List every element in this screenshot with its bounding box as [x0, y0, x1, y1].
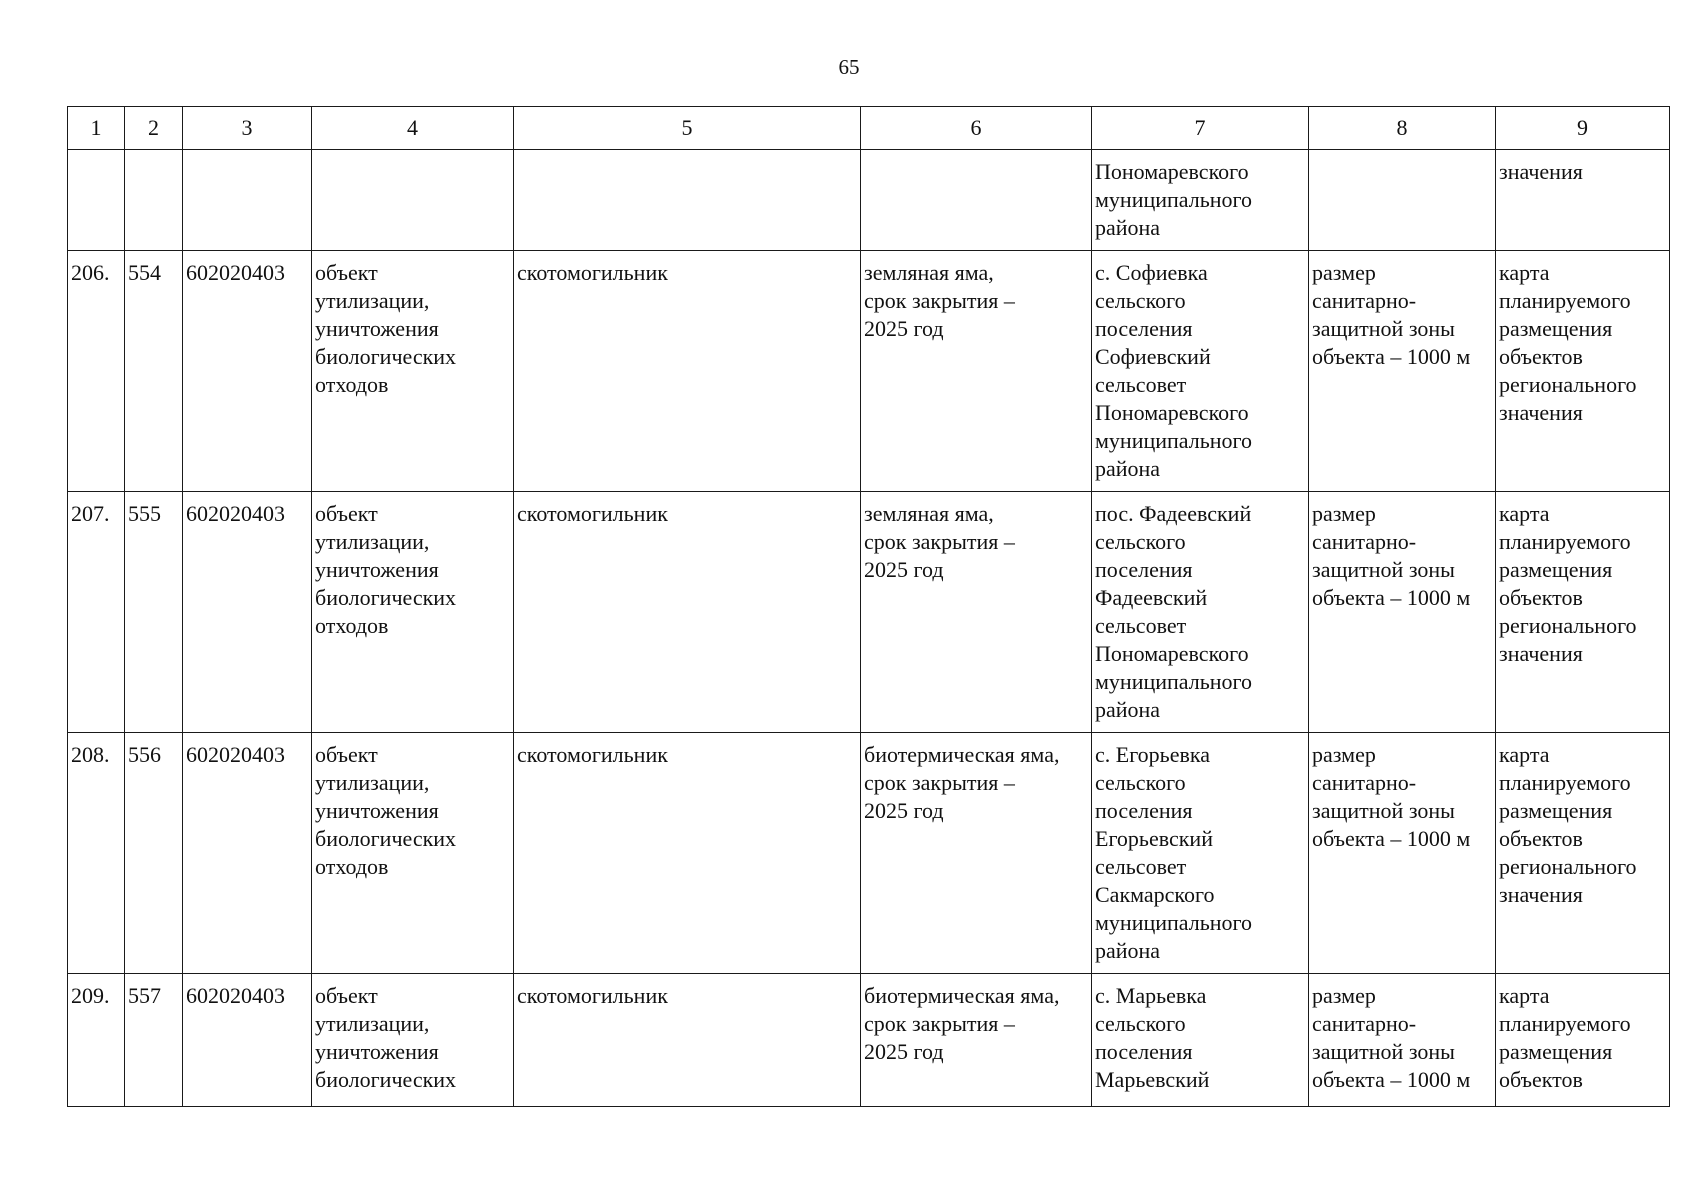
row-purpose: объект утилизации, уничтожения биологических отходов — [312, 733, 514, 974]
row-zone: размер санитарно- защитной зоны объекта – 1000 м — [1309, 974, 1496, 1107]
row-zone: размер санитарно- защитной зоны объекта – 1000 м — [1309, 251, 1496, 492]
row-id: 556 — [125, 733, 183, 974]
row-map: карта планируемого размещения объектов регионального значения — [1496, 492, 1670, 733]
row-code: 602020403 — [183, 492, 312, 733]
row-type: скотомогильник — [514, 492, 861, 733]
row-type: скотомогильник — [514, 733, 861, 974]
row-map: карта планируемого размещения объектов — [1496, 974, 1670, 1107]
table-cell: Пономаревского муниципального района — [1092, 150, 1309, 251]
row-id: 557 — [125, 974, 183, 1107]
page-number: 65 — [838, 55, 860, 79]
row-type: скотомогильник — [514, 974, 861, 1107]
row-map: карта планируемого размещения объектов регионального значения — [1496, 733, 1670, 974]
row-id: 554 — [125, 251, 183, 492]
table-row — [68, 974, 1670, 1107]
table-row — [68, 251, 1670, 492]
table-row-continuation — [68, 150, 1670, 251]
table-cell — [125, 150, 183, 251]
row-code: 602020403 — [183, 974, 312, 1107]
row-id: 555 — [125, 492, 183, 733]
table-row — [68, 492, 1670, 733]
table-cell — [183, 150, 312, 251]
row-number: 209. — [68, 974, 125, 1107]
table-cell — [861, 150, 1092, 251]
row-type: скотомогильник — [514, 251, 861, 492]
row-location: с. Марьевка сельского поселения Марьевский — [1092, 974, 1309, 1107]
table-cell — [514, 150, 861, 251]
row-number: 207. — [68, 492, 125, 733]
table-cell — [68, 150, 125, 251]
header-cell: 8 — [1309, 107, 1496, 150]
row-purpose: объект утилизации, уничтожения биологических отходов — [312, 492, 514, 733]
table-cell — [1309, 150, 1496, 251]
row-number: 208. — [68, 733, 125, 974]
table-row — [68, 733, 1670, 974]
row-description: земляная яма, срок закрытия – 2025 год — [861, 251, 1092, 492]
row-zone: размер санитарно- защитной зоны объекта – 1000 м — [1309, 492, 1496, 733]
header-cell: 6 — [861, 107, 1092, 150]
table-header-row — [68, 107, 1670, 150]
table-cell — [312, 150, 514, 251]
header-cell: 1 — [68, 107, 125, 150]
row-description: земляная яма, срок закрытия – 2025 год — [861, 492, 1092, 733]
row-location: пос. Фадеевский сельского поселения Фадеевский сельсовет Пономаревского муниципального района — [1092, 492, 1309, 733]
row-location: с. Софиевка сельского поселения Софиевский сельсовет Пономаревского муниципального района — [1092, 251, 1309, 492]
row-zone: размер санитарно- защитной зоны объекта – 1000 м — [1309, 733, 1496, 974]
row-purpose: объект утилизации, уничтожения биологических — [312, 974, 514, 1107]
row-code: 602020403 — [183, 251, 312, 492]
header-cell: 7 — [1092, 107, 1309, 150]
header-cell: 2 — [125, 107, 183, 150]
row-purpose: объект утилизации, уничтожения биологических отходов — [312, 251, 514, 492]
row-location: с. Егорьевка сельского поселения Егорьевский сельсовет Сакмарского муниципального района — [1092, 733, 1309, 974]
objects-table — [67, 106, 1670, 1107]
header-cell: 3 — [183, 107, 312, 150]
row-code: 602020403 — [183, 733, 312, 974]
row-description: биотермическая яма, срок закрытия – 2025 год — [861, 974, 1092, 1107]
table-cell: значения — [1496, 150, 1670, 251]
header-cell: 9 — [1496, 107, 1670, 150]
row-description: биотермическая яма, срок закрытия – 2025 год — [861, 733, 1092, 974]
header-cell: 5 — [514, 107, 861, 150]
header-cell: 4 — [312, 107, 514, 150]
row-map: карта планируемого размещения объектов регионального значения — [1496, 251, 1670, 492]
row-number: 206. — [68, 251, 125, 492]
